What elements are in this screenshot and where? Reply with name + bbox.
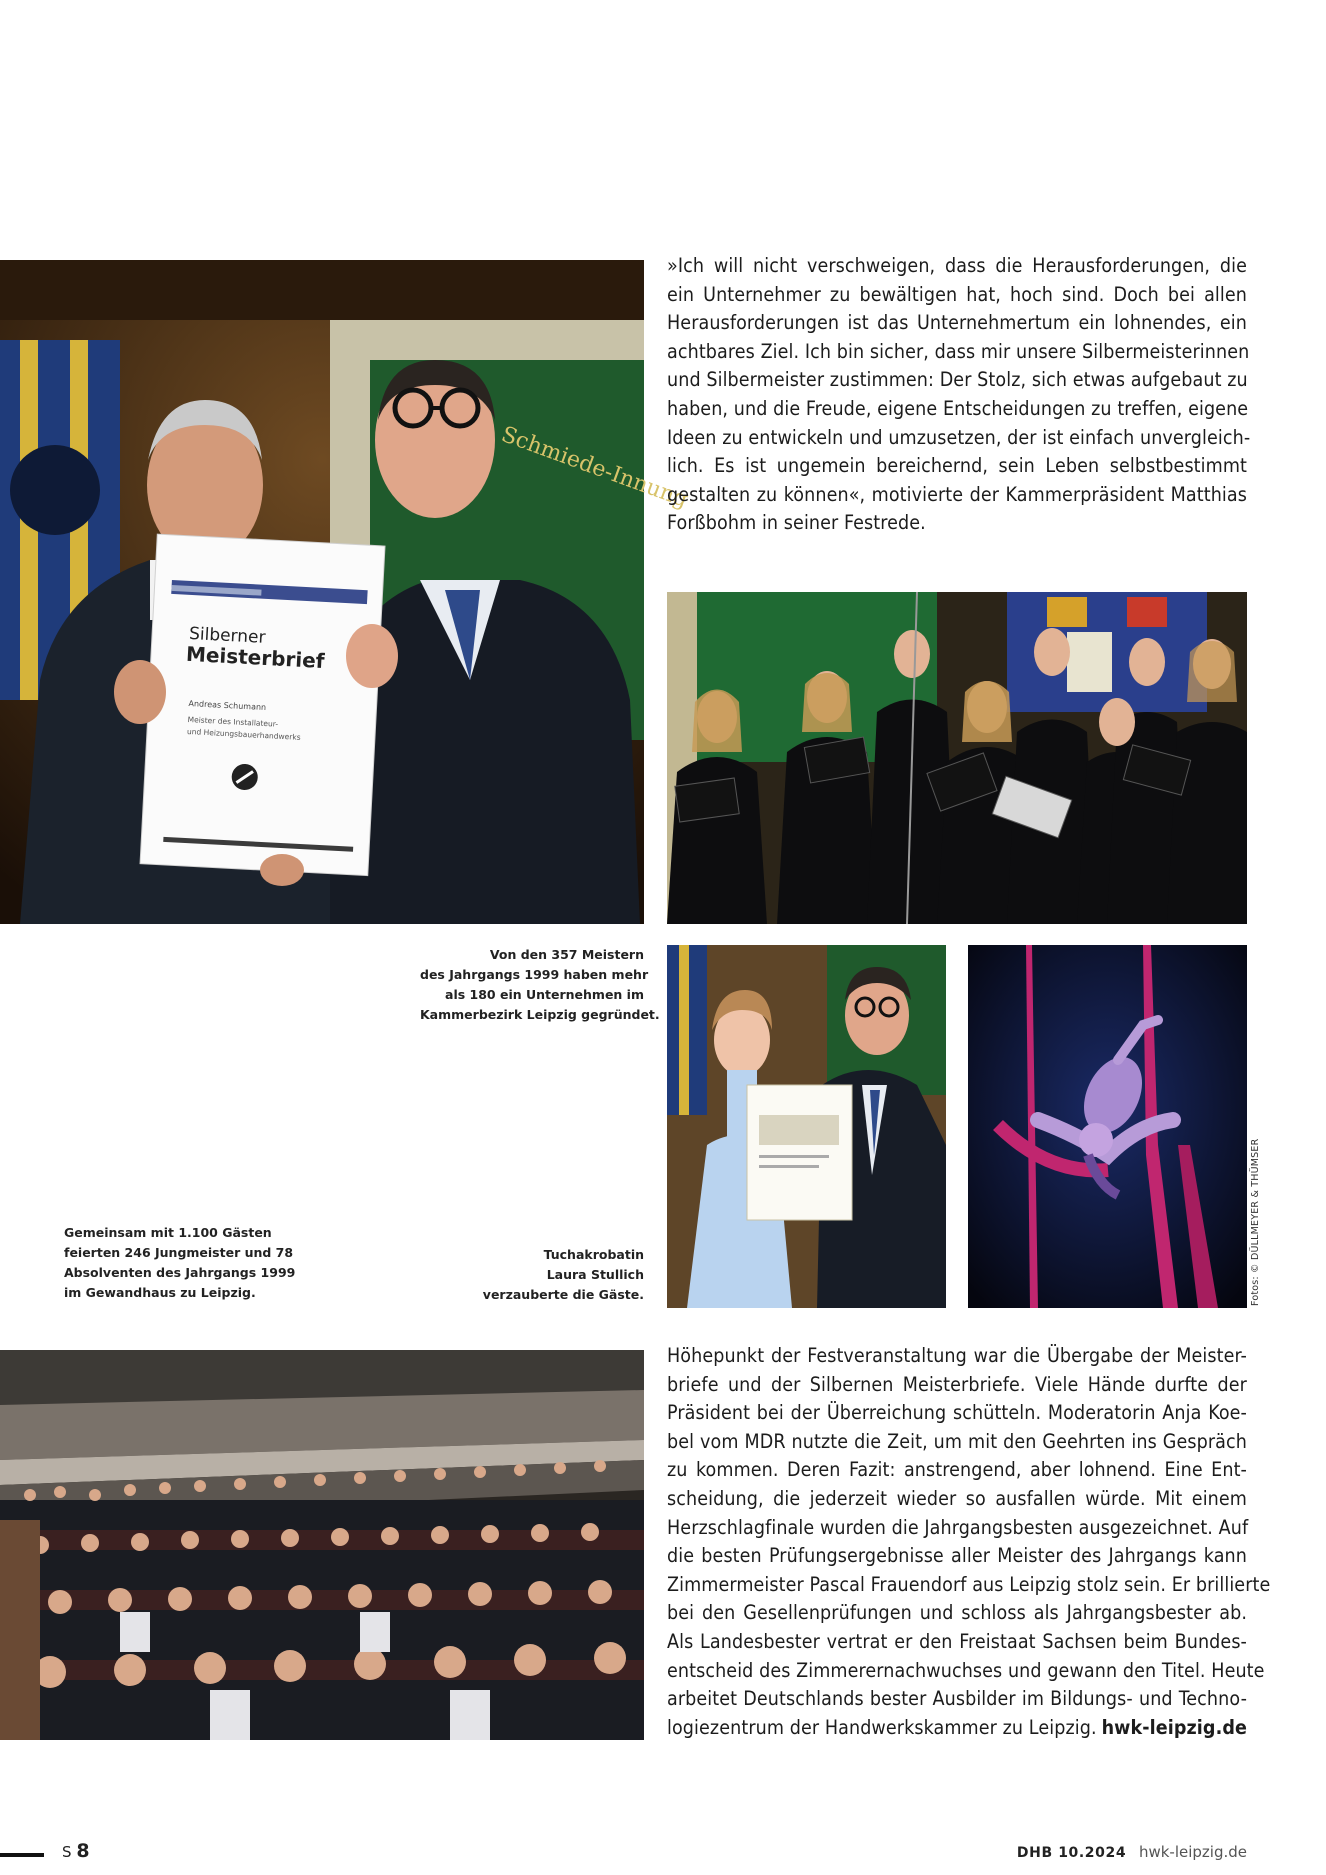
main-paragraph: [667, 1342, 1271, 1742]
caption-line: des Jahrgangs 1999 haben mehr: [420, 967, 649, 982]
certificate-trade-line1: Meister des Installateur-: [187, 714, 279, 729]
certificate-name: Andreas Schumann: [188, 698, 267, 713]
footer-website[interactable]: hwk-leipzig.de: [1138, 1843, 1247, 1861]
intro-line: Ideen zu entwickeln und umzusetzen, der ist einfach unvergleich-: [667, 425, 1251, 449]
intro-line: achtbares Ziel. Ich bin sicher, dass mir unsere Silbermeisterinnen: [667, 339, 1250, 363]
main-line: Als Landesbester vertrat er den Freistaat Sachsen beim Bundes-: [667, 1629, 1247, 1653]
caption-line: Laura Stullich: [546, 1267, 644, 1282]
certificate-title-line1: Silberner: [188, 623, 266, 648]
intro-line: und Silbermeister zustimmen: Der Stolz, sich etwas aufgebaut zu: [667, 368, 1248, 392]
main-line: scheidung, die jederzeit wieder so ausfallen würde. Mit einem: [667, 1486, 1247, 1510]
caption-line: Von den 357 Meistern: [489, 947, 644, 962]
footer-right: [1017, 1843, 1247, 1861]
main-line: arbeitet Deutschlands bester Ausbilder im Bildungs- und Techno-: [667, 1687, 1247, 1711]
caption-line: verzauberte die Gäste.: [482, 1287, 644, 1302]
main-line: Präsident bei der Überreichung schütteln. Moderatorin Anja Koe-: [667, 1401, 1247, 1425]
intro-line: lich. Es ist ungemein bereichernd, sein Leben selbstbestimmt: [667, 454, 1247, 478]
certificate-trade-line2: und Heizungsbauerhandwerks: [186, 726, 301, 742]
main-line: die besten Prüfungsergebnisse aller Meister des Jahrgangs kann: [667, 1544, 1247, 1568]
section-letter: S: [62, 1843, 72, 1861]
main-line: Zimmermeister Pascal Frauendorf aus Leipzig stolz sein. Er brillierte: [667, 1572, 1271, 1596]
caption-line: Gemeinsam mit 1.100 Gästen: [64, 1225, 272, 1240]
main-line: Herzschlagfinale wurden die Jahrgangsbesten ausgezeichnet. Auf: [667, 1515, 1249, 1539]
intro-line: ein Unternehmer zu bewältigen hat, hoch sind. Doch bei allen: [667, 282, 1247, 306]
footer-rule: [0, 1853, 44, 1857]
footer-page-indicator: [62, 1840, 90, 1862]
page-number: 8: [76, 1840, 90, 1862]
caption-meister-count: [420, 945, 660, 1025]
intro-line: Forßbohm in seiner Festrede.: [667, 511, 926, 535]
intro-line: »Ich will nicht verschweigen, dass die Herausforderungen, die: [667, 254, 1247, 277]
caption-line: Kammerbezirk Leipzig gegründet.: [420, 1007, 660, 1022]
caption-line: Tuchakrobatin: [543, 1247, 644, 1262]
intro-line: Herausforderungen ist das Unternehmertum ein lohnendes, ein: [667, 311, 1247, 335]
caption-line: Absolventen des Jahrgangs 1999: [64, 1265, 296, 1280]
photo-credit: Fotos: © DÜLLMEYER & THÜMSER: [1250, 1138, 1261, 1306]
certificate-title-line2: Meisterbrief: [185, 641, 326, 674]
main-line: bel vom MDR nutzte die Zeit, um mit den Geehrten ins Gespräch: [667, 1429, 1247, 1453]
main-line-text: logiezentrum der Handwerkskammer zu Leipzig.: [667, 1715, 1097, 1739]
photo-silver-certificate: [0, 260, 692, 924]
photo-choir: [667, 592, 1247, 924]
photo-young-master-certificate: [667, 945, 946, 1308]
caption-acrobat: [444, 1245, 644, 1305]
caption-guests: [64, 1223, 304, 1303]
main-line: bei den Gesellenprüfungen und schloss als Jahrgangsbester ab.: [667, 1601, 1247, 1625]
main-line: briefe und der Silbernen Meisterbriefe. Viele Hände durfte der: [667, 1372, 1247, 1396]
intro-line: haben, und die Freude, eigene Entscheidungen zu treffen, eigene: [667, 396, 1249, 420]
intro-line: gestalten zu können«, motivierte der Kammerpräsident Matthias: [667, 482, 1247, 506]
intro-paragraph: [667, 252, 1251, 538]
caption-line: als 180 ein Unternehmen im: [445, 987, 644, 1002]
main-line: Höhepunkt der Festveranstaltung war die Übergabe der Meister-: [667, 1344, 1247, 1367]
banner-text: Schmiede-Innung: [497, 422, 692, 513]
caption-line: feierten 246 Jungmeister und 78: [64, 1245, 294, 1260]
photo-aerial-acrobat: [968, 945, 1247, 1308]
issue-label: DHB 10.2024: [1016, 1845, 1127, 1861]
main-line: entscheid des Zimmerernachwuchses und gewann den Titel. Heute: [667, 1658, 1265, 1682]
website-link[interactable]: hwk-leipzig.de: [1101, 1715, 1247, 1739]
caption-line: im Gewandhaus zu Leipzig.: [64, 1285, 256, 1300]
photo-audience-gewandhaus: [0, 1350, 644, 1740]
main-line-last: [667, 1714, 1247, 1743]
main-line: zu kommen. Deren Fazit: anstrengend, aber lohnend. Eine Ent-: [667, 1458, 1247, 1482]
